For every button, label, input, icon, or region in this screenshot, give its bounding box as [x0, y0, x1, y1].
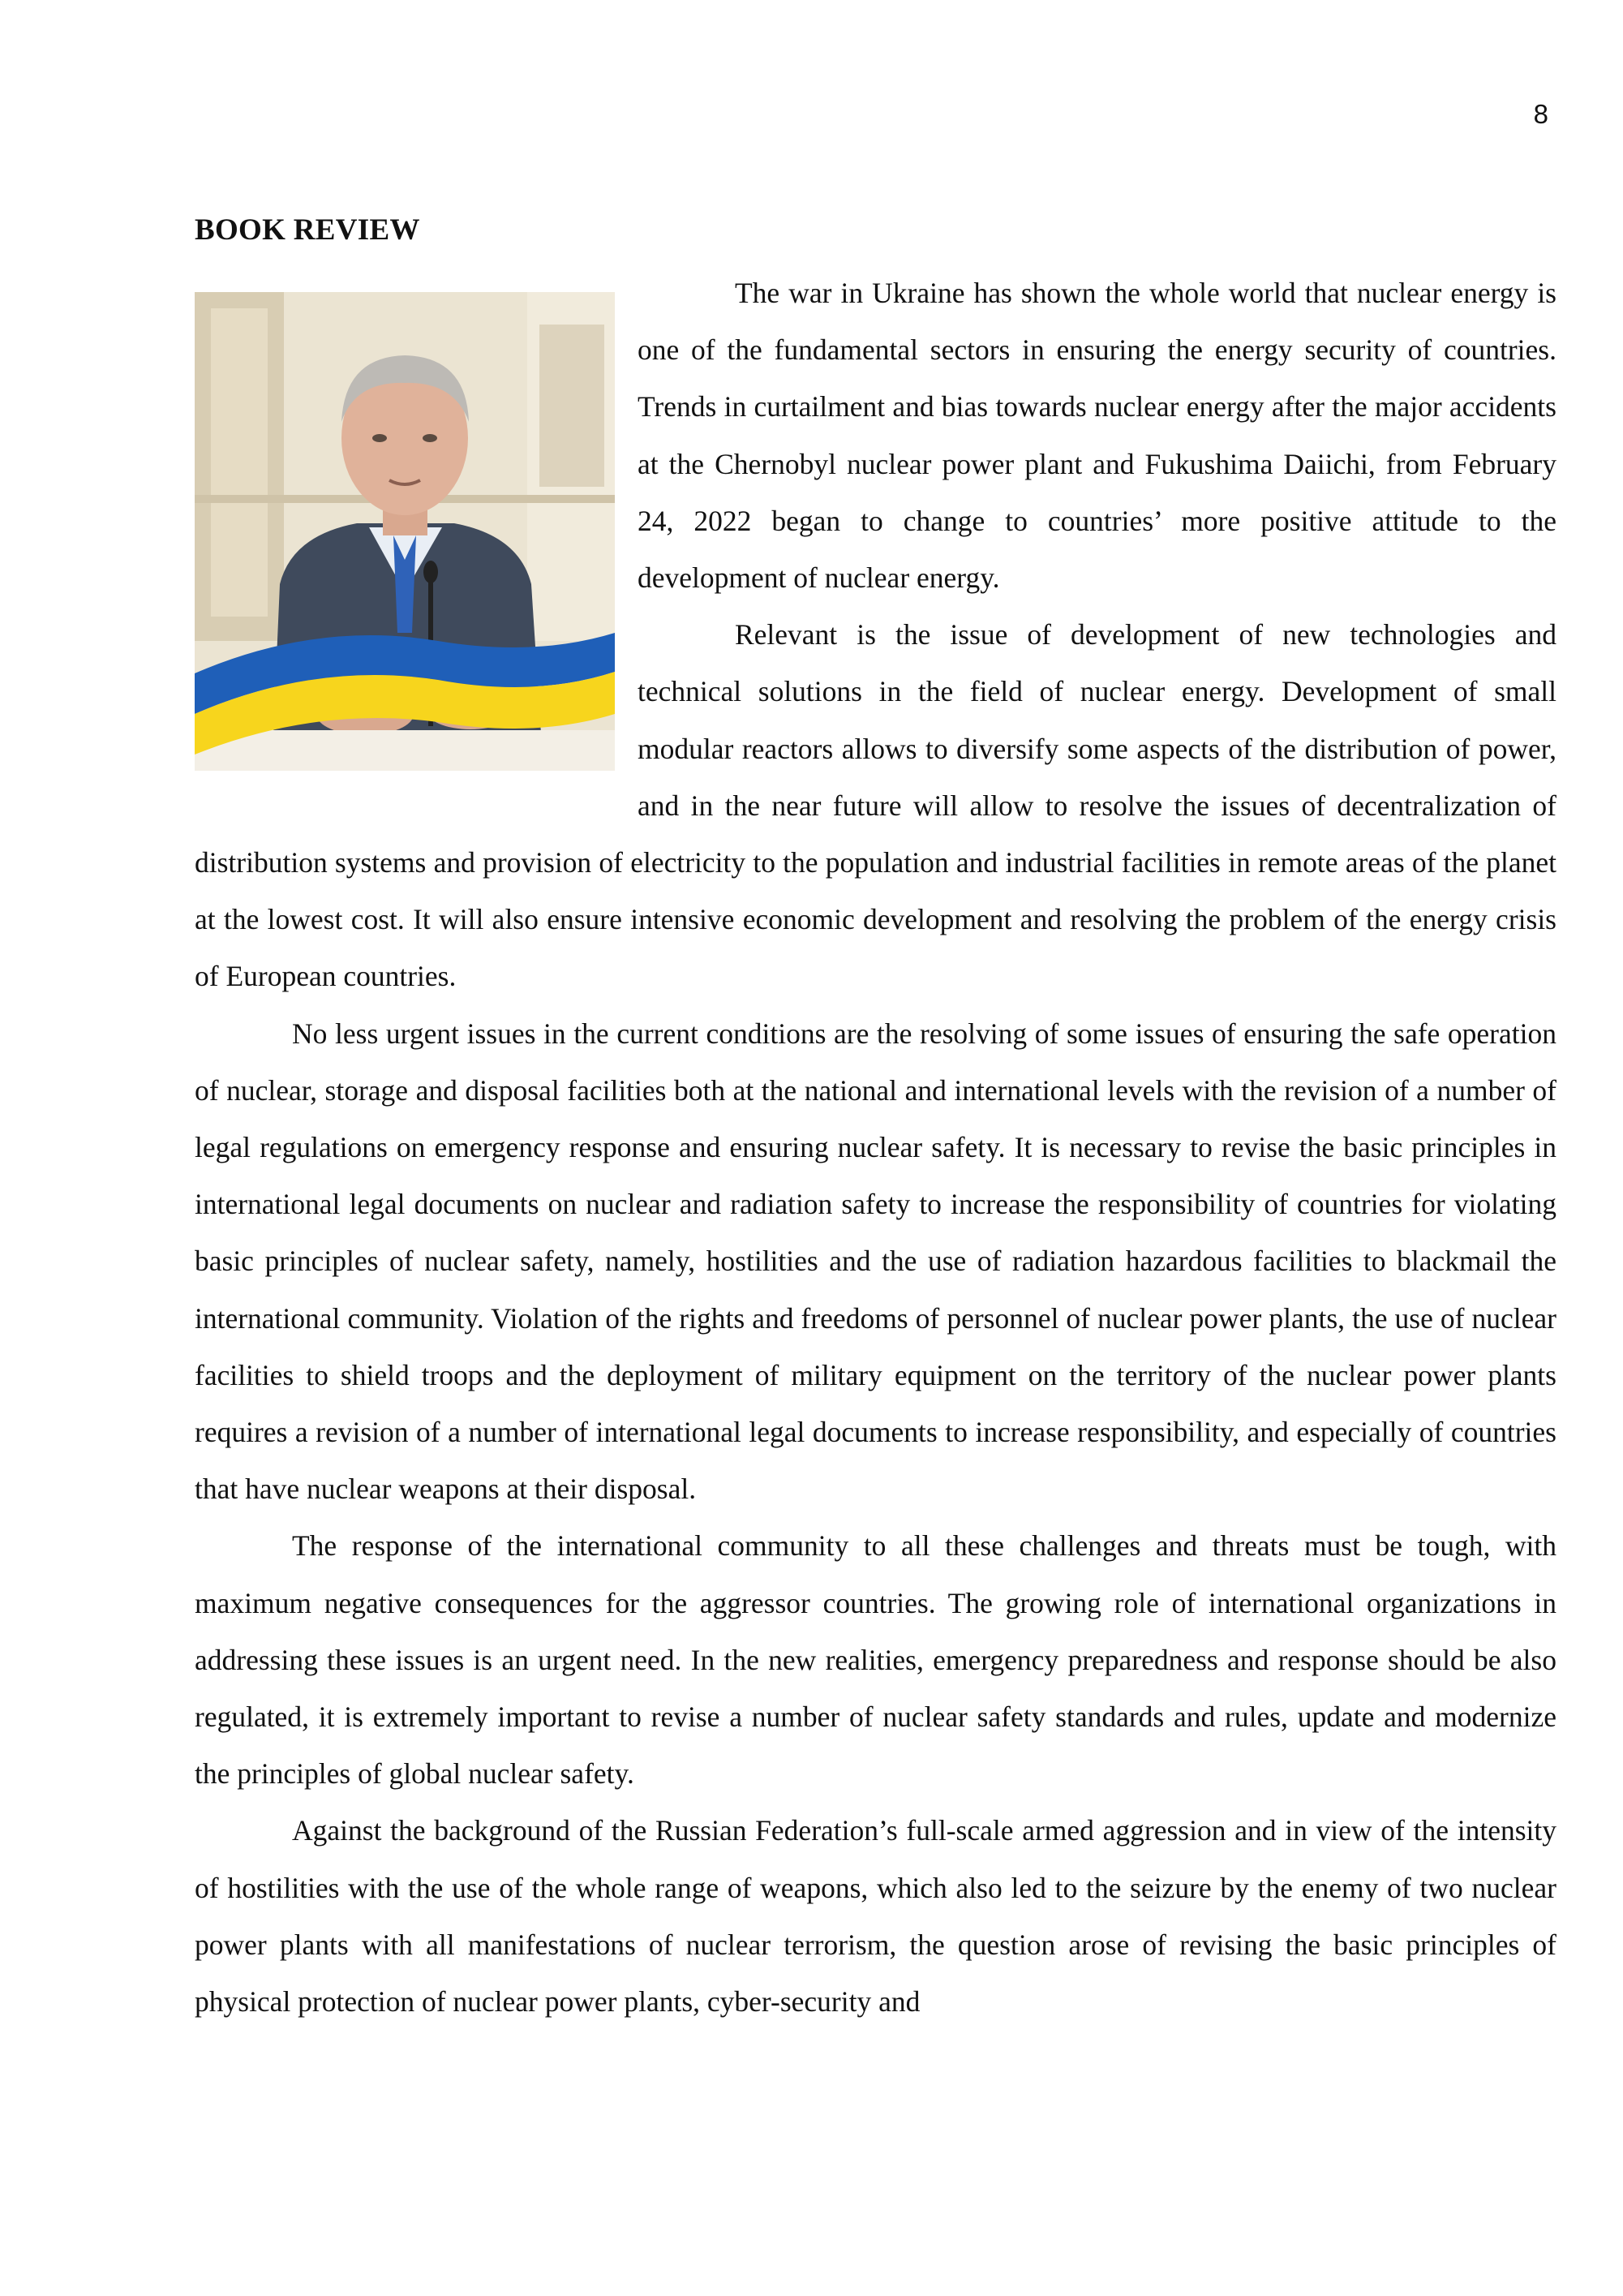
paragraph: Against the background of the Russian Federation’s full-scale armed aggression and in view of the intensity of hostilities with the use of the whole range of weapons, which also led to the seizure by the enemy of two nuclear power plants with all manifestations of nuclear terrorism, the question arose of revising the basic principles of physical protection of nuclear power plants, cyber-security and	[195, 1814, 1556, 2019]
paragraph: Relevant is the issue of development of new technologies and technical solutions in the field of nuclear energy. Development of small modular reactors allows to diversify some aspects of the distribution of power, and in the near future will allow to resolve the issues of decentralization of distribution systems and provision of electricity to the population and industrial facilities in remote areas of the planet at the lowest cost. It will also ensure intensive economic development and resolving the problem of the energy crisis of European countries.	[195, 618, 1556, 993]
portrait-photo	[195, 292, 615, 771]
article-body	[195, 264, 1556, 2030]
paragraph: The war in Ukraine has shown the whole world that nuclear energy is one of the fundamental sectors in ensuring the energy security of countries. Trends in curtailment and bias towards nuclear energy after the major accidents at the Chernobyl nuclear power plant and Fukushima Daiichi, from February 24, 2022 began to change to countries’ more positive attitude to the development of nuclear energy.	[638, 277, 1556, 595]
paragraph: The response of the international community to all these challenges and threats must be tough, with maximum negative consequences for the aggressor countries. The growing role of international organizations in addressing these issues is an urgent need. In the new realities, emergency preparedness and response should be also regulated, it is extremely important to revise a number of nuclear safety standards and rules, update and modernize the principles of global nuclear safety.	[195, 1529, 1556, 1791]
paragraph: No less urgent issues in the current conditions are the resolving of some issues of ensuring the safe operation of nuclear, storage and disposal facilities both at the national and international levels with the revision of a number of legal regulations on emergency response and ensuring nuclear safety. It is necessary to revise the basic principles in international legal documents on nuclear and radiation safety to increase the responsibility of countries for violating basic principles of nuclear safety, namely, hostilities and the use of radiation hazardous facilities to blackmail the international community. Violation of the rights and freedoms of personnel of nuclear power plants, the use of nuclear facilities to shield troops and the deployment of military equipment on the territory of the nuclear power plants requires a revision of a number of international legal documents to increase responsibility, and especially of countries that have nuclear weapons at their disposal.	[195, 1017, 1556, 1506]
section-heading: BOOK REVIEW	[195, 213, 420, 247]
portrait-illustration	[195, 292, 615, 771]
page-number: 8	[1533, 99, 1548, 129]
